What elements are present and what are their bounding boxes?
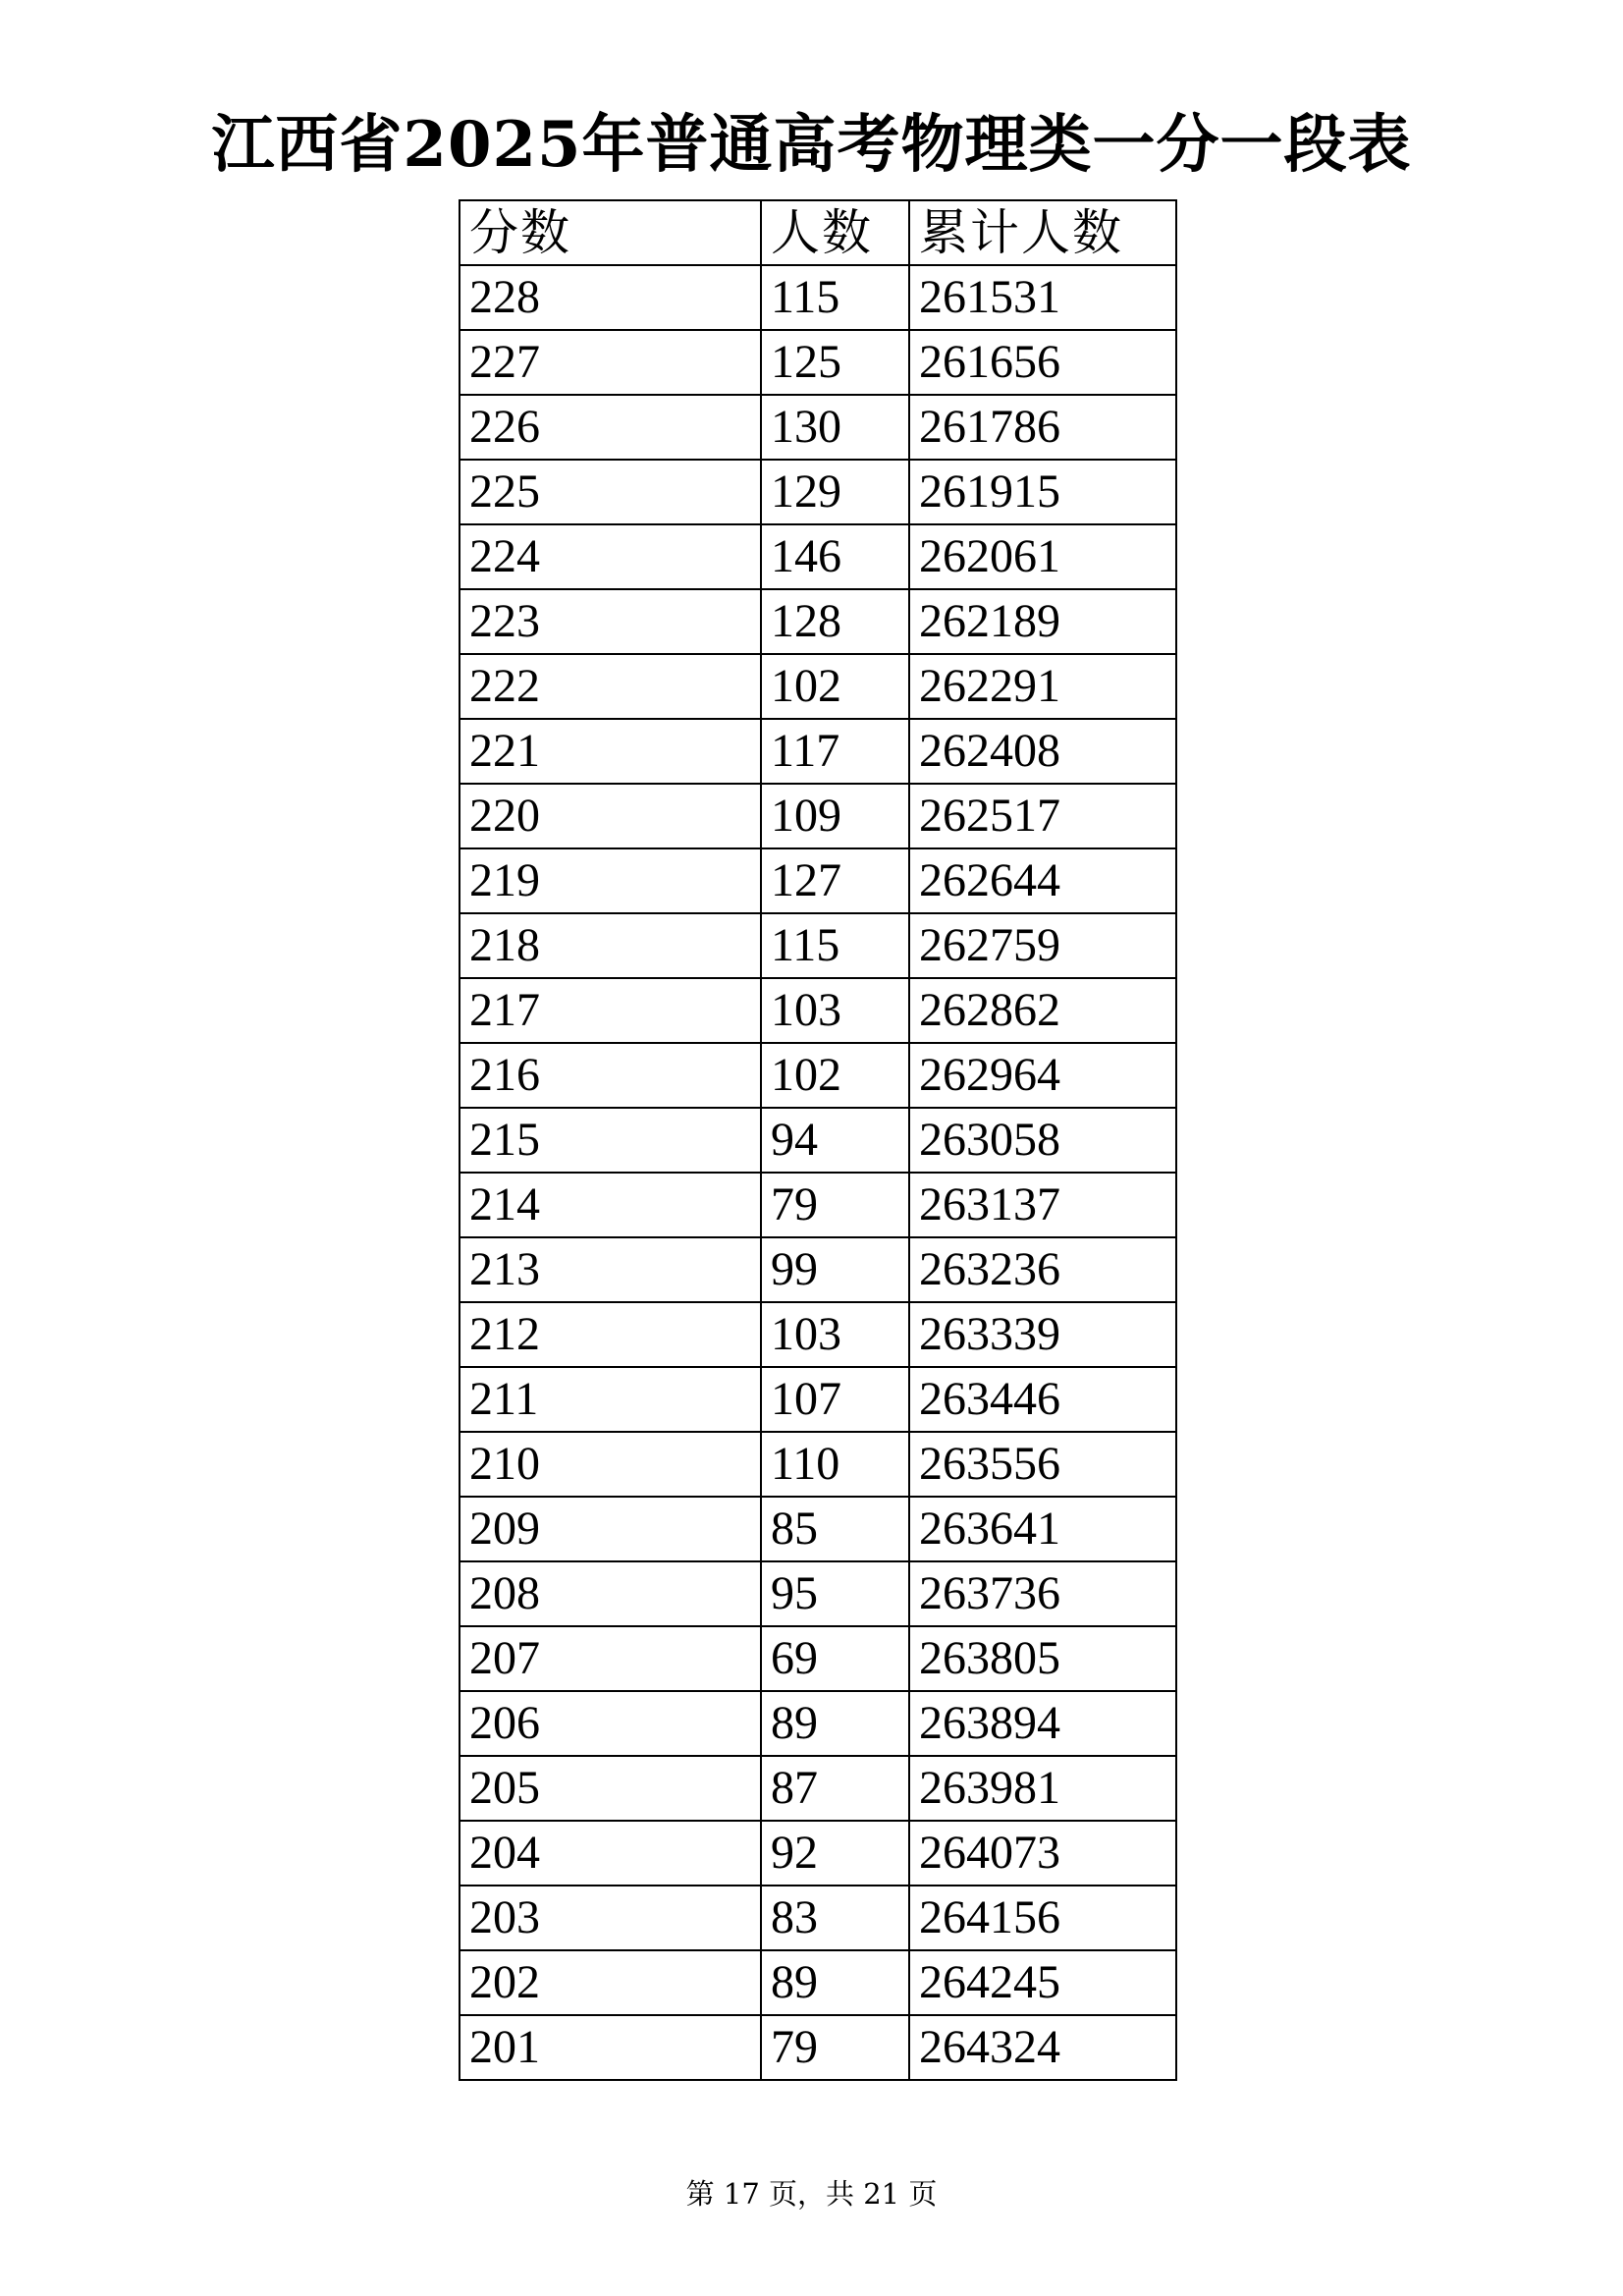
table-row (460, 330, 1176, 395)
cell-score: 209 (460, 1497, 761, 1561)
table-row (460, 1237, 1176, 1302)
cell-count: 127 (761, 848, 909, 913)
cell-score: 228 (460, 265, 761, 330)
table-row (460, 1821, 1176, 1886)
cell-count: 128 (761, 589, 909, 654)
cell-cumulative: 263641 (909, 1497, 1176, 1561)
cell-score: 225 (460, 460, 761, 524)
cell-score: 227 (460, 330, 761, 395)
cell-cumulative: 263137 (909, 1173, 1176, 1237)
cell-score: 211 (460, 1367, 761, 1432)
cell-score: 206 (460, 1691, 761, 1756)
cell-score: 201 (460, 2015, 761, 2080)
table-row (460, 978, 1176, 1043)
cell-score: 219 (460, 848, 761, 913)
table-row (460, 1756, 1176, 1821)
table-row (460, 1173, 1176, 1237)
column-header-cumulative: 累计人数 (909, 200, 1176, 265)
cell-count: 110 (761, 1432, 909, 1497)
cell-cumulative: 262291 (909, 654, 1176, 719)
cell-score: 202 (460, 1950, 761, 2015)
table-row (460, 719, 1176, 784)
cell-score: 222 (460, 654, 761, 719)
cell-cumulative: 262759 (909, 913, 1176, 978)
table-row (460, 913, 1176, 978)
cell-score: 220 (460, 784, 761, 848)
cell-cumulative: 263339 (909, 1302, 1176, 1367)
cell-count: 89 (761, 1950, 909, 2015)
cell-score: 216 (460, 1043, 761, 1108)
cell-cumulative: 263446 (909, 1367, 1176, 1432)
cell-score: 214 (460, 1173, 761, 1237)
table-row (460, 1561, 1176, 1626)
cell-count: 102 (761, 1043, 909, 1108)
cell-cumulative: 263805 (909, 1626, 1176, 1691)
cell-count: 103 (761, 978, 909, 1043)
cell-count: 99 (761, 1237, 909, 1302)
table-row (460, 1043, 1176, 1108)
cell-count: 109 (761, 784, 909, 848)
page-number-footer: 第 17 页，共 21 页 (685, 2177, 938, 2211)
table-row (460, 1497, 1176, 1561)
cell-cumulative: 263058 (909, 1108, 1176, 1173)
cell-cumulative: 262061 (909, 524, 1176, 589)
score-distribution-table (459, 199, 1177, 2081)
table-row (460, 524, 1176, 589)
cell-cumulative: 261786 (909, 395, 1176, 460)
cell-count: 85 (761, 1497, 909, 1561)
cell-score: 204 (460, 1821, 761, 1886)
cell-score: 215 (460, 1108, 761, 1173)
cell-count: 79 (761, 2015, 909, 2080)
table-row (460, 848, 1176, 913)
cell-score: 210 (460, 1432, 761, 1497)
cell-cumulative: 262517 (909, 784, 1176, 848)
cell-score: 212 (460, 1302, 761, 1367)
cell-count: 146 (761, 524, 909, 589)
table-header-row (460, 200, 1176, 265)
cell-cumulative: 261915 (909, 460, 1176, 524)
cell-cumulative: 263894 (909, 1691, 1176, 1756)
cell-score: 221 (460, 719, 761, 784)
table-row (460, 1367, 1176, 1432)
table-row (460, 1691, 1176, 1756)
cell-score: 205 (460, 1756, 761, 1821)
cell-cumulative: 264245 (909, 1950, 1176, 2015)
page-title: 江西省2025年普通高考物理类一分一段表 (211, 108, 1412, 182)
cell-score: 217 (460, 978, 761, 1043)
cell-cumulative: 262408 (909, 719, 1176, 784)
cell-count: 125 (761, 330, 909, 395)
cell-score: 224 (460, 524, 761, 589)
cell-cumulative: 264156 (909, 1886, 1176, 1950)
table-row (460, 395, 1176, 460)
cell-cumulative: 262964 (909, 1043, 1176, 1108)
table-row (460, 265, 1176, 330)
table-body (460, 265, 1176, 2080)
cell-count: 115 (761, 265, 909, 330)
table-row (460, 1108, 1176, 1173)
cell-score: 218 (460, 913, 761, 978)
cell-score: 213 (460, 1237, 761, 1302)
cell-score: 207 (460, 1626, 761, 1691)
cell-score: 223 (460, 589, 761, 654)
cell-count: 92 (761, 1821, 909, 1886)
table-row (460, 654, 1176, 719)
cell-count: 95 (761, 1561, 909, 1626)
cell-cumulative: 261531 (909, 265, 1176, 330)
cell-score: 226 (460, 395, 761, 460)
table-row (460, 784, 1176, 848)
table-row (460, 1886, 1176, 1950)
column-header-score: 分数 (460, 200, 761, 265)
column-header-count: 人数 (761, 200, 909, 265)
table-row (460, 2015, 1176, 2080)
cell-cumulative: 263736 (909, 1561, 1176, 1626)
cell-score: 203 (460, 1886, 761, 1950)
cell-score: 208 (460, 1561, 761, 1626)
cell-count: 115 (761, 913, 909, 978)
table-row (460, 1626, 1176, 1691)
cell-count: 94 (761, 1108, 909, 1173)
cell-count: 117 (761, 719, 909, 784)
cell-count: 79 (761, 1173, 909, 1237)
cell-count: 102 (761, 654, 909, 719)
cell-cumulative: 264073 (909, 1821, 1176, 1886)
table-row (460, 589, 1176, 654)
cell-count: 129 (761, 460, 909, 524)
cell-count: 87 (761, 1756, 909, 1821)
table-row (460, 1432, 1176, 1497)
cell-count: 103 (761, 1302, 909, 1367)
cell-cumulative: 262189 (909, 589, 1176, 654)
cell-count: 83 (761, 1886, 909, 1950)
table-row (460, 1950, 1176, 2015)
cell-cumulative: 262644 (909, 848, 1176, 913)
cell-count: 89 (761, 1691, 909, 1756)
cell-count: 107 (761, 1367, 909, 1432)
cell-count: 69 (761, 1626, 909, 1691)
table-row (460, 1302, 1176, 1367)
cell-cumulative: 263236 (909, 1237, 1176, 1302)
cell-cumulative: 262862 (909, 978, 1176, 1043)
table-row (460, 460, 1176, 524)
cell-cumulative: 261656 (909, 330, 1176, 395)
cell-cumulative: 264324 (909, 2015, 1176, 2080)
cell-count: 130 (761, 395, 909, 460)
cell-cumulative: 263981 (909, 1756, 1176, 1821)
cell-cumulative: 263556 (909, 1432, 1176, 1497)
